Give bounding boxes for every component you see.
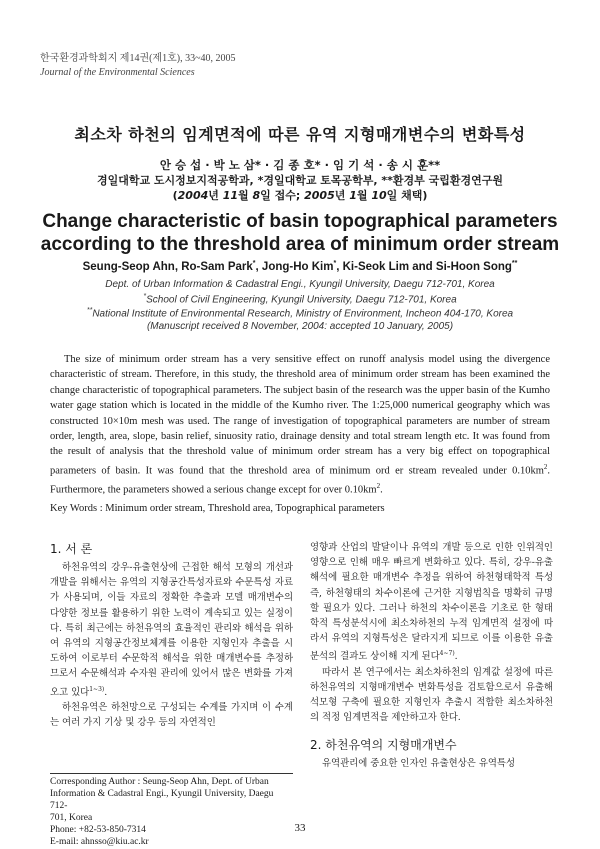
manuscript-dates: (Manuscript received 8 November, 2004: accepted 10 January, 2005) [146,321,454,332]
affiliation-korean: 경일대학교 도시정보지적공학과, *경일대학교 토목공학부, **환경부 국립환경연구원 [96,174,504,187]
section-1-title: 1. 서 론 [50,542,93,556]
footnote-line: Information & Cadastral Engi., Kyungil University, Daegu 712- [50,789,274,811]
section-2-title: 2. 하천유역의 지형매개변수 [310,737,457,752]
footnote-email: E-mail: ahnsso@kiu.ac.kr [50,837,149,847]
authors-korean: 안 승 섭 · 박 노 삼* · 김 종 호* · 임 기 석 · 송 시 훈** [159,158,441,172]
section-1-paragraph-2: 하천유역은 하천망으로 구성되는 수계를 가지며 이 수계는 여러 가지 기상 및 강우 등의 자연적인 [50,701,293,729]
corresponding-author-footnote [50,776,293,848]
footnote-line: 701, Korea [50,813,93,823]
section-2-paragraph-1: 유역관리에 중요한 인자인 유출현상은 유역특성 [322,757,516,769]
left-column [50,540,293,730]
journal-name-en: Journal of the Environmental Sciences [40,67,195,78]
affiliation-english-3: **National Institute of Environmental Research, Ministry of Environment, Incheon 404-170, Korea [86,307,514,320]
journal-citation-kr: 한국환경과학회지 제14권(제1호), 33~40, 2005 [40,53,236,64]
title-korean: 최소차 하천의 임계면적에 따른 유역 지형매개변수의 변화특성 [74,125,526,144]
keywords: Key Words : Minimum order stream, Threshold area, Topographical parameters [50,503,385,514]
section-1-paragraph-1: 하천유역의 강우-유출현상에 근접한 해석 모형의 개선과 개발을 위해서는 유역의 지형공간특성자료와 수문특성 자료가 사용되며, 이들 자료의 정확한 추출과 모델 매개변수의 다양한 정보를 활용하기 위한 노력이 계속되고 있는 실정이다. 특히 최근에는 하천유역의 효율적인 관리와 해석을 위하여 유역의 지형공간정보체계를 이용한 지형인자 추출을 시도하여 이로부터 수문학적 해석을 위한 매개변수를 추정하므로서 수문해석과 수자원 관리에 있어서 많은 변화를 가져오고 있다$^{1\sim 3)}$. [50,562,293,698]
title-english-line2: according to the threshold area of minimum order stream [40,234,560,255]
section-1-paragraph-3: 영향과 산업의 발달이나 유역의 개발 등으로 인한 인위적인 영향으로 인해 매우 빠르게 변화하고 있다. 특히, 강우-유출해석에 필요한 매개변수 추정을 위하여 하천형태학적 특성 즉, 하천형태의 차수이론에 근거한 지형법칙을 명확히 규명할 필요가 있다. 그러나 하천의 차수이론을 기초로 한 형태학적 특성분석시에 최소차하천의 누적 임계면적 설정에 따라서 유역의 지형특성은 달라지게 되므로 이를 이용한 유출분석의 결과도 상이해 지게 된다$^{4\sim 7)}$. [310,542,553,663]
footnote-phone: Phone: +82-53-850-7314 [50,825,146,835]
footnote-line: Corresponding Author : Seung-Seop Ahn, Dept. of Urban [50,777,269,787]
title-english [0,210,600,256]
abstract: The size of minimum order stream has a very sensitive effect on runoff analysis model using the divergence characteristic of stream. Therefore, in this study, the threshold area of minimum order stream has been examined the change characteristic of topographical parameters. The subject basin of the research was the upper basin of the Kumho water gage station which is located in the middle of the Kumho river. The 1:25,000 numerical geography which was constructed 10×10m mesh was used. The range of investigation of topographical parameters are number of stream order, length, area, slope, basin relief, sinuosity ratio, drainage density and total stream length etc. It was found from the result of analysis that the threshold value of minimum order stream has a very big effect on topographical parameters of basin. It was found that the threshold area of minimum ord er stream revealed under $0.10km^2$. Furthermore, the parameters showed a serious change except for over $0.10km^2$. [50,354,550,496]
section-1-paragraph-4: 따라서 본 연구에서는 최소차하천의 임계값 설정에 따른 하천유역의 지형매개변수 변화특성을 검토함으로서 유출해석모형 구축에 필요한 지형인자 추출시 적합한 최소차하천의 적정 임계면적을 제안하고자 한다. [310,666,553,724]
received-date-korean: (2004년 11월 8일 접수; 2005년 1월 10일 채택) [172,189,428,202]
footnote-rule [50,773,293,774]
affiliation-english-1: Dept. of Urban Information & Cadastral Engi., Kyungil University, Daegu 712-701, Korea [105,279,495,290]
title-english-line1: Change characteristic of basin topographical parameters [42,211,558,232]
right-column [310,540,553,771]
page-number: 33 [294,822,306,834]
authors-english: Seung-Seop Ahn, Ro-Sam Park*, Jong-Ho Kim*, Ki-Seok Lim and Si-Hoon Song** [82,260,518,273]
journal-header [40,52,236,80]
affiliation-english-2: *School of Civil Engineering, Kyungil University, Daegu 712-701, Korea [143,293,457,306]
